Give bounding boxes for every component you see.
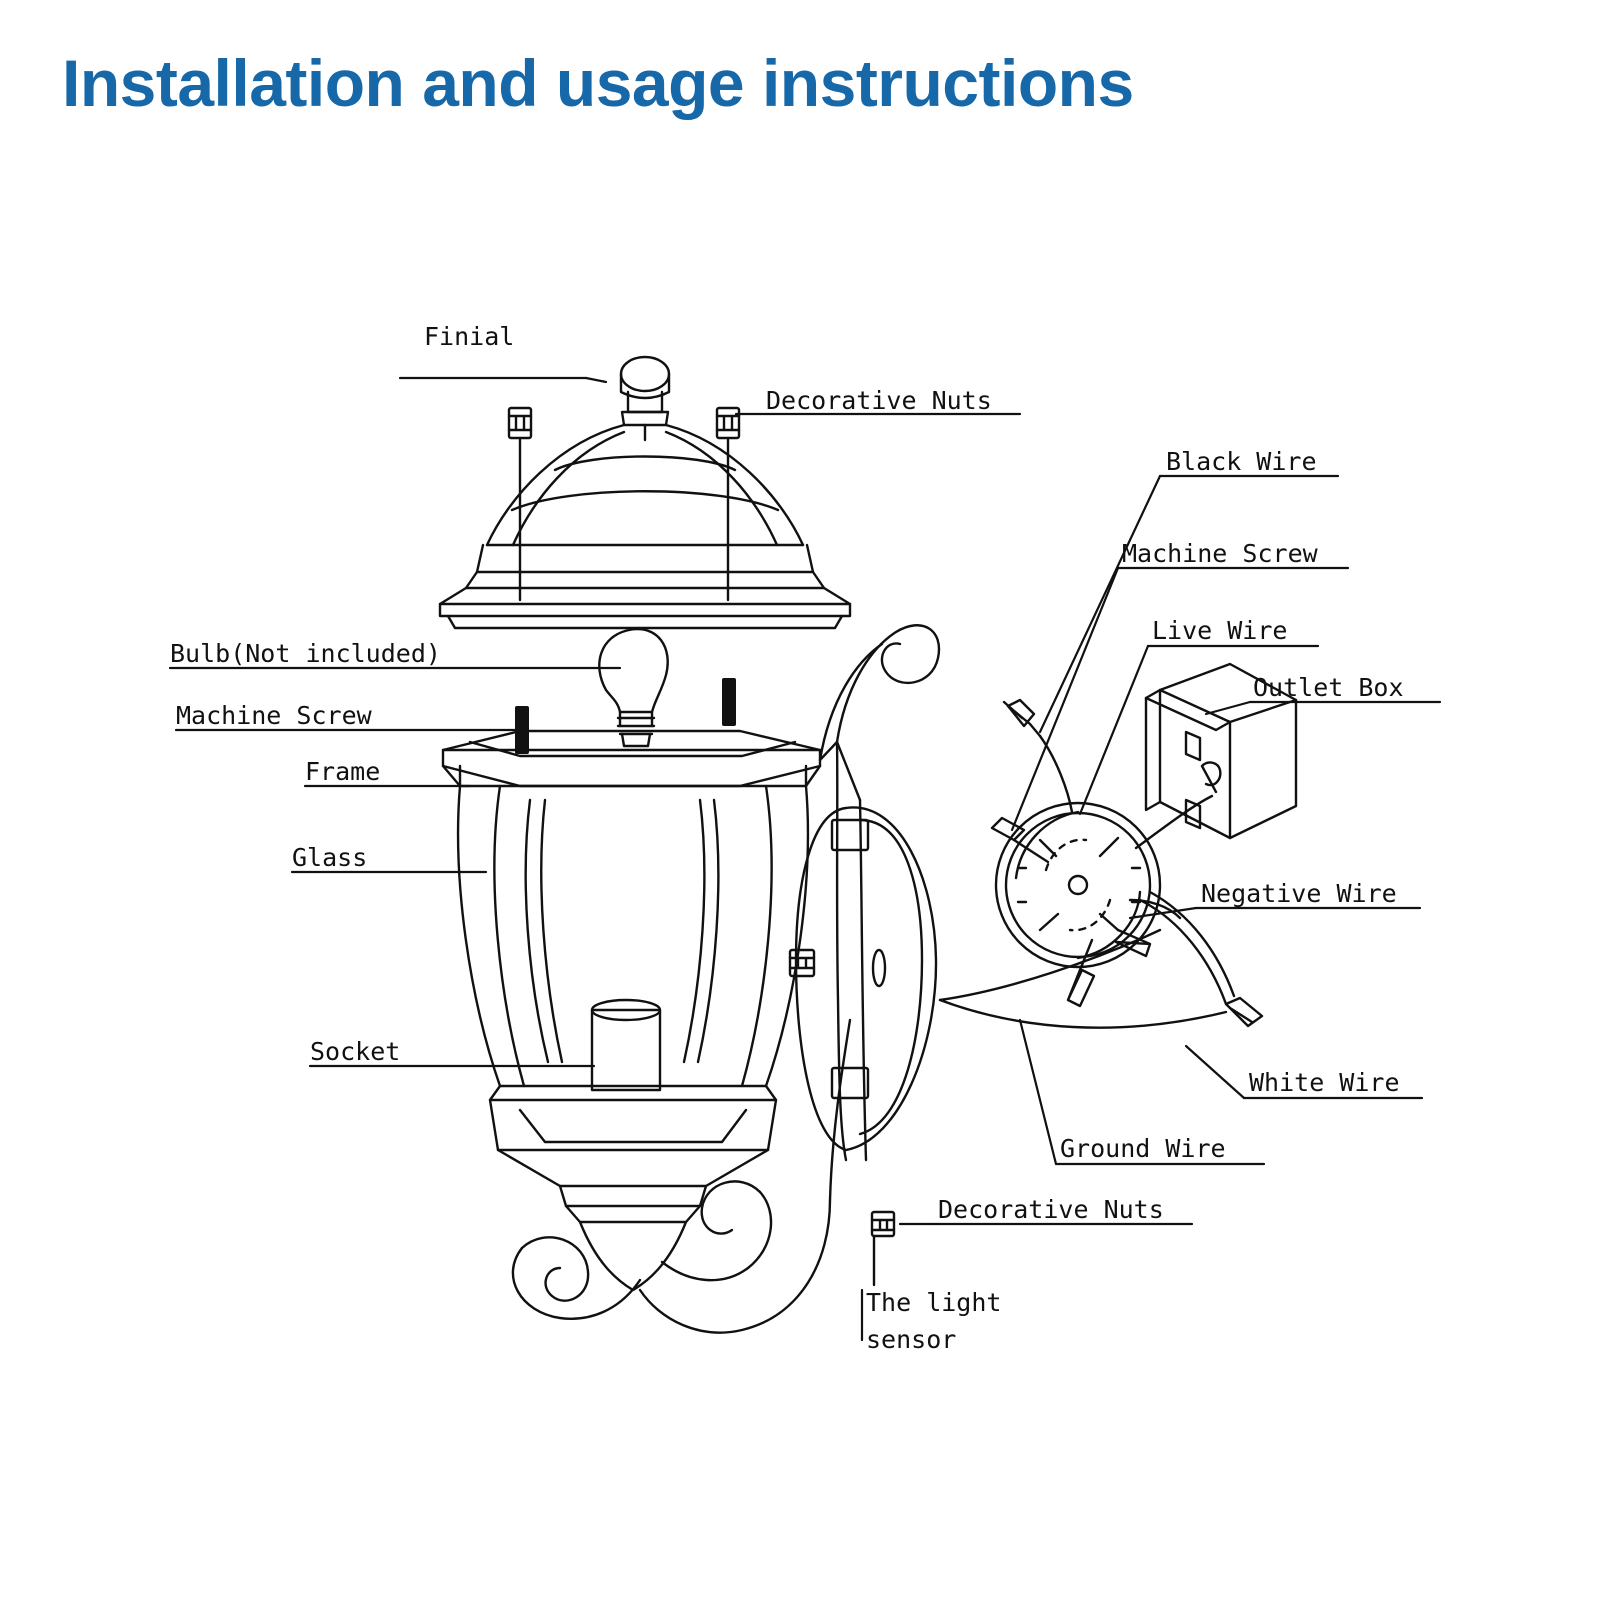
roof-part: [440, 425, 850, 628]
label-bulb: Bulb(Not included): [170, 639, 441, 668]
bulb-part: [599, 629, 667, 746]
glass-body: [458, 786, 808, 1086]
decorative-nut-bottom: [872, 1212, 894, 1236]
wiring: [940, 700, 1262, 1028]
label-negative-wire: Negative Wire: [1201, 879, 1397, 908]
label-frame: Frame: [305, 757, 381, 786]
label-socket: Socket: [310, 1037, 401, 1066]
label-white-wire: White Wire: [1249, 1068, 1400, 1097]
label-light-sensor-line1: The light: [866, 1288, 1002, 1317]
label-machine-screw-left: Machine Screw: [176, 701, 372, 730]
bracket-arm: [820, 625, 939, 1160]
machine-screw-right-part: [722, 678, 736, 726]
base-part: [490, 1086, 776, 1290]
socket-part: [592, 1000, 660, 1090]
decorative-nut-top-left: [509, 408, 531, 438]
label-decorative-nuts-bottom: Decorative Nuts: [938, 1195, 1164, 1224]
frame-top-plate: [443, 731, 820, 786]
label-light-sensor-line2: sensor: [866, 1325, 957, 1354]
label-glass: Glass: [292, 843, 368, 872]
label-finial: Finial: [424, 322, 515, 351]
label-decorative-nuts-top: Decorative Nuts: [766, 386, 992, 415]
decorative-nut-mid: [790, 950, 814, 976]
label-ground-wire: Ground Wire: [1060, 1134, 1226, 1163]
page-title: Installation and usage instructions: [62, 46, 1134, 120]
label-live-wire: Live Wire: [1152, 616, 1288, 645]
decorative-nut-top-right: [717, 408, 739, 438]
label-outlet-box: Outlet Box: [1253, 673, 1404, 702]
finial-part: [621, 357, 669, 425]
label-black-wire: Black Wire: [1166, 447, 1317, 476]
label-machine-screw-right: Machine Screw: [1122, 539, 1318, 568]
